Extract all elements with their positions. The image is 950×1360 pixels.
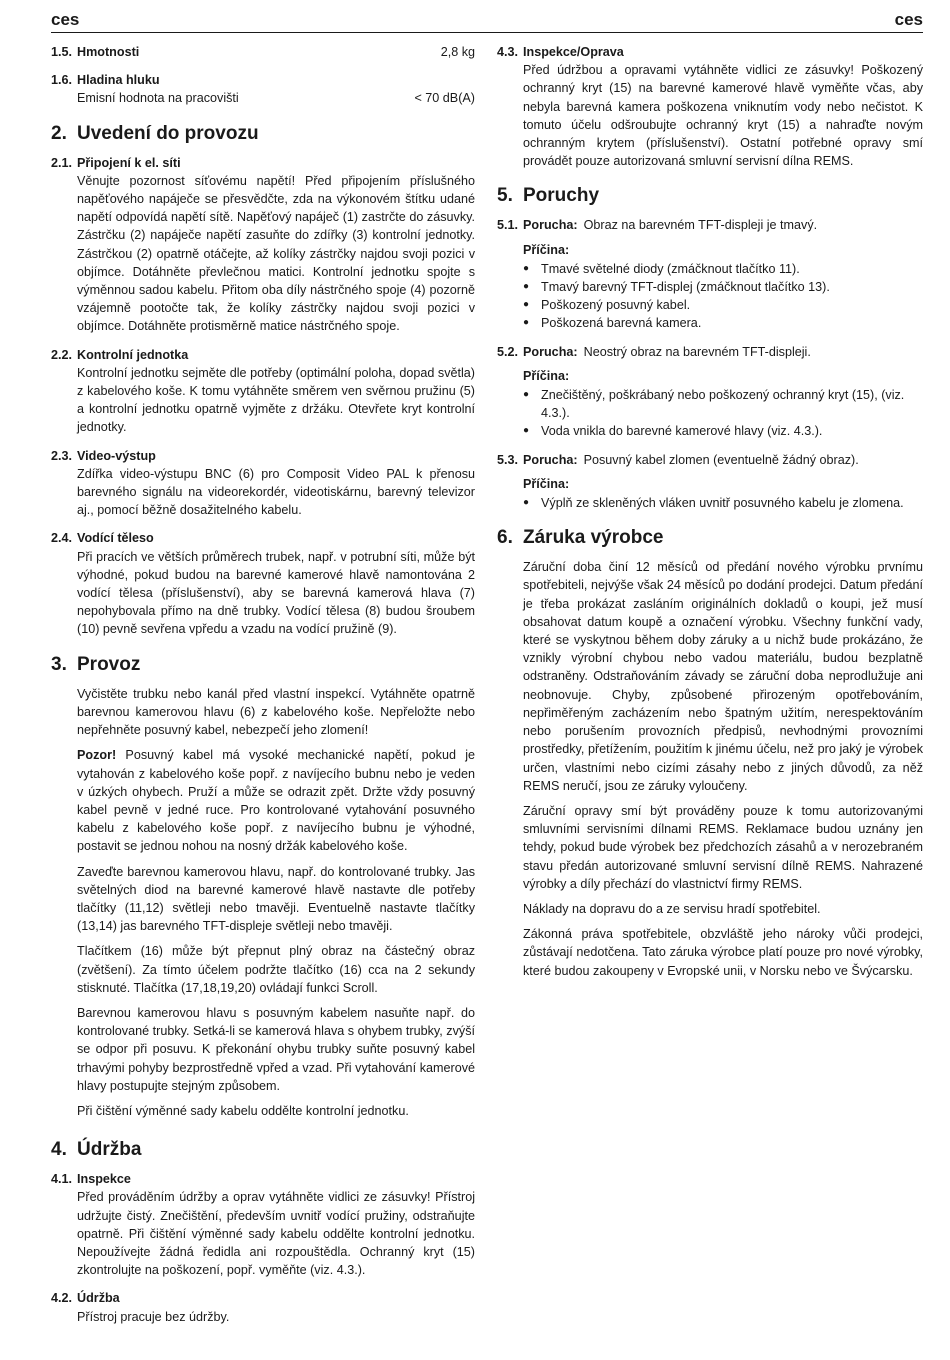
section-1-5	[51, 43, 475, 61]
section-number: 1.5.	[51, 45, 73, 59]
heading-title: Údržba	[77, 1139, 142, 1161]
fault-text: Posuvný kabel zlomen (eventuelně žádný obraz).	[583, 452, 859, 467]
weight-value: 2,8 kg	[440, 45, 475, 59]
paragraph: Zákonná práva spotřebitele, obzvláště jeho nároky vůči prodejci, zůstávají nedotčena. Tato záruka výrobce platí pouze pro nové výrobky, které budou zakoupeny v Evropské unii, v Norsku nebo ve Švýcarsku.	[523, 927, 923, 978]
section-2-1	[51, 154, 475, 336]
heading-title: Provoz	[77, 653, 141, 675]
fault-number: 5.3.	[497, 452, 519, 467]
section-1-6	[51, 71, 475, 107]
section-text: Před prováděním údržby a oprav vytáhněte vidlici ze zásuvky! Přístroj udržujte čistý. Znečištění, především uvnitř vodící pružiny, odstraňujte opatrně. Při čištění výměnné sady kabelu oddělte kontrolní jednotku. Nepoužívejte žádná ředidla ani rozpouštědla. Ochranný kryt (15) zkontrolujte na poškození, popř. vyměňte (viz. 4.3.).	[77, 1190, 475, 1278]
paragraph: Vyčistěte trubku nebo kanál před vlastní inspekcí. Vytáhněte opatrně barevnou kamerovou hlavu (6) z kabelového koše. Nepřeložte nebo nepřehněte posuvný kabel, nebezpečí jeho zlomení!	[77, 686, 475, 738]
fault-label: Porucha:	[523, 344, 578, 359]
section-title: Inspekce	[77, 1172, 131, 1187]
heading-number: 2.	[51, 122, 67, 144]
heading-title: Uvedení do provozu	[77, 122, 259, 144]
section-2-2	[51, 346, 475, 437]
section-title: Video-výstup	[77, 448, 156, 463]
heading-number: 3.	[51, 653, 67, 675]
cause-item: ● Výplň ze skleněných vláken uvnitř posuvného kabelu je zlomena.	[523, 494, 923, 512]
header-rule	[51, 32, 923, 33]
section-4-1	[51, 1170, 475, 1279]
header-lang-left: ces	[51, 10, 80, 29]
section-text: Věnujte pozornost síťovému napětí! Před připojením příslušného napěťového napáječe se přesvědčte, zda na výkonovém štítku udané napětí odpovídá napětí sítě. Napěťový napáječ (1) zastrčte do zásuvky. Zástrčku (2) napáječe napětí zasuňte do zdířky (3) kontrolní jednotky. Zástrčkou (2) opatrně otáčejte, až kolíky zástrčky najdou svoji pozici v objímce. Dotáhněte převlečnou matici. Kontrolní jednotku spojte s výměnnou sadou kabelu. Přitom oba díly nástrčného spoje (4) pozorně vzájemně pootočte tak, že kolíky zástrčky najdou svoji pozici v objímce. Dotáhněte protisměrně matice nástrčného spoje.	[77, 173, 475, 334]
section-title: Inspekce/Oprava	[523, 45, 624, 59]
cause-item: ● Poškozený posuvný kabel.	[523, 296, 923, 314]
paragraph: Záruční doba činí 12 měsíců od předání nového výrobku prvnímu spotřebiteli, nejvýše však 24 měsíců po dodání prodejci. Datum předání je třeba prokázat zasláním originálních dokladů o koupi, jež musí obsahovat datum koupě a označení výrobku. Všechny funkční vady, které se vyskytnou během doby záruky a u nichž bude prokázáno, že vznikly výrobní chybou nebo vadou materiálu, budou bezplatně odstraněny. Odstraňováním závady se záruční doba neprodlužuje ani neobnovuje. Chyby, způsobené přirozeným opotřebováním, nepřiměřeným zacházením nebo špatným užitím, nerespektováním nebo porušením provozních předpisů, nevhodnými provozními prostředky, přetížením, použitím k jinému účelu, než pro jaký je výrobek určen, vlastními nebo cizími zásahy nebo z jiných důvodů, za něž REMS neručí, jsou ze záruky vyloučeny.	[523, 560, 923, 793]
cause-item: ● Tmavé světelné diody (zmáčknout tlačítko 11).	[523, 260, 923, 278]
heading-title: Záruka výrobce	[523, 527, 664, 549]
heading-5	[497, 184, 923, 208]
heading-number: 5.	[497, 185, 513, 207]
fault-number: 5.1.	[497, 218, 519, 233]
section-number: 1.6.	[51, 73, 73, 88]
section-number: 4.2.	[51, 1291, 73, 1306]
section-number: 2.3.	[51, 448, 73, 463]
section-title: Hmotnosti	[77, 45, 140, 59]
section-title: Údržba	[77, 1291, 120, 1306]
paragraph: Náklady na dopravu do a ze servisu hradí spotřebitel.	[523, 901, 821, 916]
section-4-2	[51, 1289, 475, 1325]
fault-number: 5.2.	[497, 344, 519, 359]
noise-value: < 70 dB(A)	[414, 91, 475, 106]
heading-number: 6.	[497, 527, 513, 549]
section-text: Před údržbou a opravami vytáhněte vidlici ze zásuvky! Poškozený ochranný kryt (15) na barevné kamerové hlavě vyměňte včas, aby nebyla barevná kamera poškozena vniknutím vody nebo nečistot. K tomuto účelu odšroubujte ochranný kryt (15) a nahraďte novým ochranným krytem (příslušenství). Ostatní potřebné opravy smí provádět pouze autorizovaná smluvní servisní dílna REMS.	[523, 63, 923, 169]
section-6-body	[523, 558, 923, 979]
section-text: Kontrolní jednotku sejměte dle potřeby (optimální poloha, dopad světla) z kabelového koše. K tomu vytáhněte směrem ven svěrnou pružinu (5) a kontrolní jednotku opatrně vyjměte z držáku. Otevřete kryt kontrolní jednotky.	[77, 365, 475, 435]
section-4-3	[497, 43, 923, 170]
paragraph: Tlačítkem (16) může být přepnut plný obraz na částečný obraz (zvětšení). Za tímto účelem podržte tlačítko (16) cca na 2 sekundy stisknuté. Tlačítka (17,18,19,20) ovládají funkci Scroll.	[77, 944, 475, 995]
left-column	[51, 43, 475, 1336]
fault-5-1	[497, 216, 923, 332]
section-text: Zdířka video-výstupu BNC (6) pro Composit Video PAL k přenosu barevného signálu na videorekordér, videotiskárnu, barevný televizor aj., pomocí běžně dosažitelného kabelu.	[77, 466, 475, 518]
section-number: 4.1.	[51, 1172, 73, 1187]
fault-label: Porucha:	[523, 218, 578, 233]
section-title: Připojení k el. síti	[77, 155, 181, 170]
right-column	[497, 43, 923, 987]
paragraph: Zaveďte barevnou kamerovou hlavu, např. do kontrolované trubky. Jas světelných diod na barevné kamerové hlavě nastavte dle potřeby tlačítky (11,12) světleji nebo tmavěji. Eventuelně nastavte tlačítky (13,14) jas barevného TFT-displeje světleji nebo tmavěji.	[77, 864, 475, 934]
section-title: Hladina hluku	[77, 73, 160, 88]
fault-label: Porucha:	[523, 452, 578, 467]
section-title: Kontrolní jednotka	[77, 347, 189, 362]
warning-text: Posuvný kabel má vysoké mechanické napětí, pokud je vytahován z kabelového koše popř. z navíjecího bubnu nebo je veden v úzkých ohybech. Pruží a může se odrazit zpět. Držte vždy posuvný kabel pevně v jedné ruce. Pro kontrolované vytahování posuvného kabelu z kabelového koše popř. z navíjecího bubnu je výhodné, postavit se jednou nohou na nosný držák kabelového koše.	[77, 748, 475, 854]
fault-text: Obraz na barevném TFT-displeji je tmavý.	[583, 218, 818, 233]
fault-text: Neostrý obraz na barevném TFT-displeji.	[583, 344, 811, 359]
cause-item: ● Tmavý barevný TFT-displej (zmáčknout tlačítko 13).	[523, 278, 923, 296]
section-2-3	[51, 447, 475, 520]
heading-2	[51, 122, 475, 146]
cause-list	[523, 494, 923, 512]
paragraph: Barevnou kamerovou hlavu s posuvným kabelem nasuňte např. do kontrolované trubky. Setká-li se kamerová hlava s ohybem trubky, zvýší se odpor při posuvu. K překonání ohybu trubky suňte posuvný kabel trhavými pohyby bezprostředně vpřed a vzad. Při vytahování kamerové hlavy postupujte stejným způsobem.	[77, 1005, 475, 1093]
noise-label: Emisní hodnota na pracovišti	[77, 91, 239, 106]
paragraph: Při čištění výměnné sady kabelu oddělte kontrolní jednotku.	[77, 1103, 409, 1118]
cause-label: Příčina:	[523, 368, 570, 383]
cause-label: Příčina:	[523, 476, 570, 491]
section-3-body	[77, 685, 475, 1120]
paragraph: Záruční opravy smí být prováděny pouze k tomu autorizovanými smluvními servisními dílnami REMS. Reklamace budou uznány jen tehdy, pokud bude výrobek bez předchozích zásahů a v nerozebraném stavu předán autorizované smluvní servisní dílně REMS. Nahrazené výrobky a díly přechází do vlastnictví firmy REMS.	[523, 803, 923, 891]
warning-label: Pozor!	[77, 748, 117, 763]
section-number: 2.1.	[51, 155, 73, 170]
warning-paragraph	[77, 746, 475, 855]
cause-item: ● Voda vnikla do barevné kamerové hlavy (viz. 4.3.).	[523, 422, 923, 440]
cause-item: ● Poškozená barevná kamera.	[523, 314, 923, 332]
cause-list	[523, 386, 923, 441]
fault-5-3	[497, 451, 923, 513]
fault-5-2	[497, 343, 923, 441]
section-text: Při pracích ve větších průměrech trubek, např. v potrubní síti, může být výhodné, pokud budou na barevné kamerové hlavě namontována 2 vodící tělesa (příslušenství), aby se barevná kamerová hlava (7) nepohybovala přímo na dně trubky. Vodící tělesa (8) budou šroubem (10) pevně sevřena vpředu a vzadu na vodící pružině (9).	[77, 549, 475, 637]
heading-6	[497, 526, 923, 550]
cause-label: Příčina:	[523, 242, 570, 257]
cause-item: ● Znečištěný, poškrábaný nebo poškozený ochranný kryt (15), (viz. 4.3.).	[523, 386, 923, 422]
section-text: Přístroj pracuje bez údržby.	[77, 1309, 230, 1324]
section-number: 2.2.	[51, 347, 73, 362]
section-title: Vodící těleso	[77, 531, 154, 546]
cause-list	[523, 260, 923, 333]
heading-3	[51, 653, 475, 677]
heading-number: 4.	[51, 1139, 67, 1161]
section-number: 2.4.	[51, 531, 73, 546]
header-lang-right: ces	[894, 10, 923, 29]
section-2-4	[51, 529, 475, 638]
section-number: 4.3.	[497, 45, 519, 59]
heading-title: Poruchy	[523, 185, 600, 207]
heading-4	[51, 1138, 475, 1162]
